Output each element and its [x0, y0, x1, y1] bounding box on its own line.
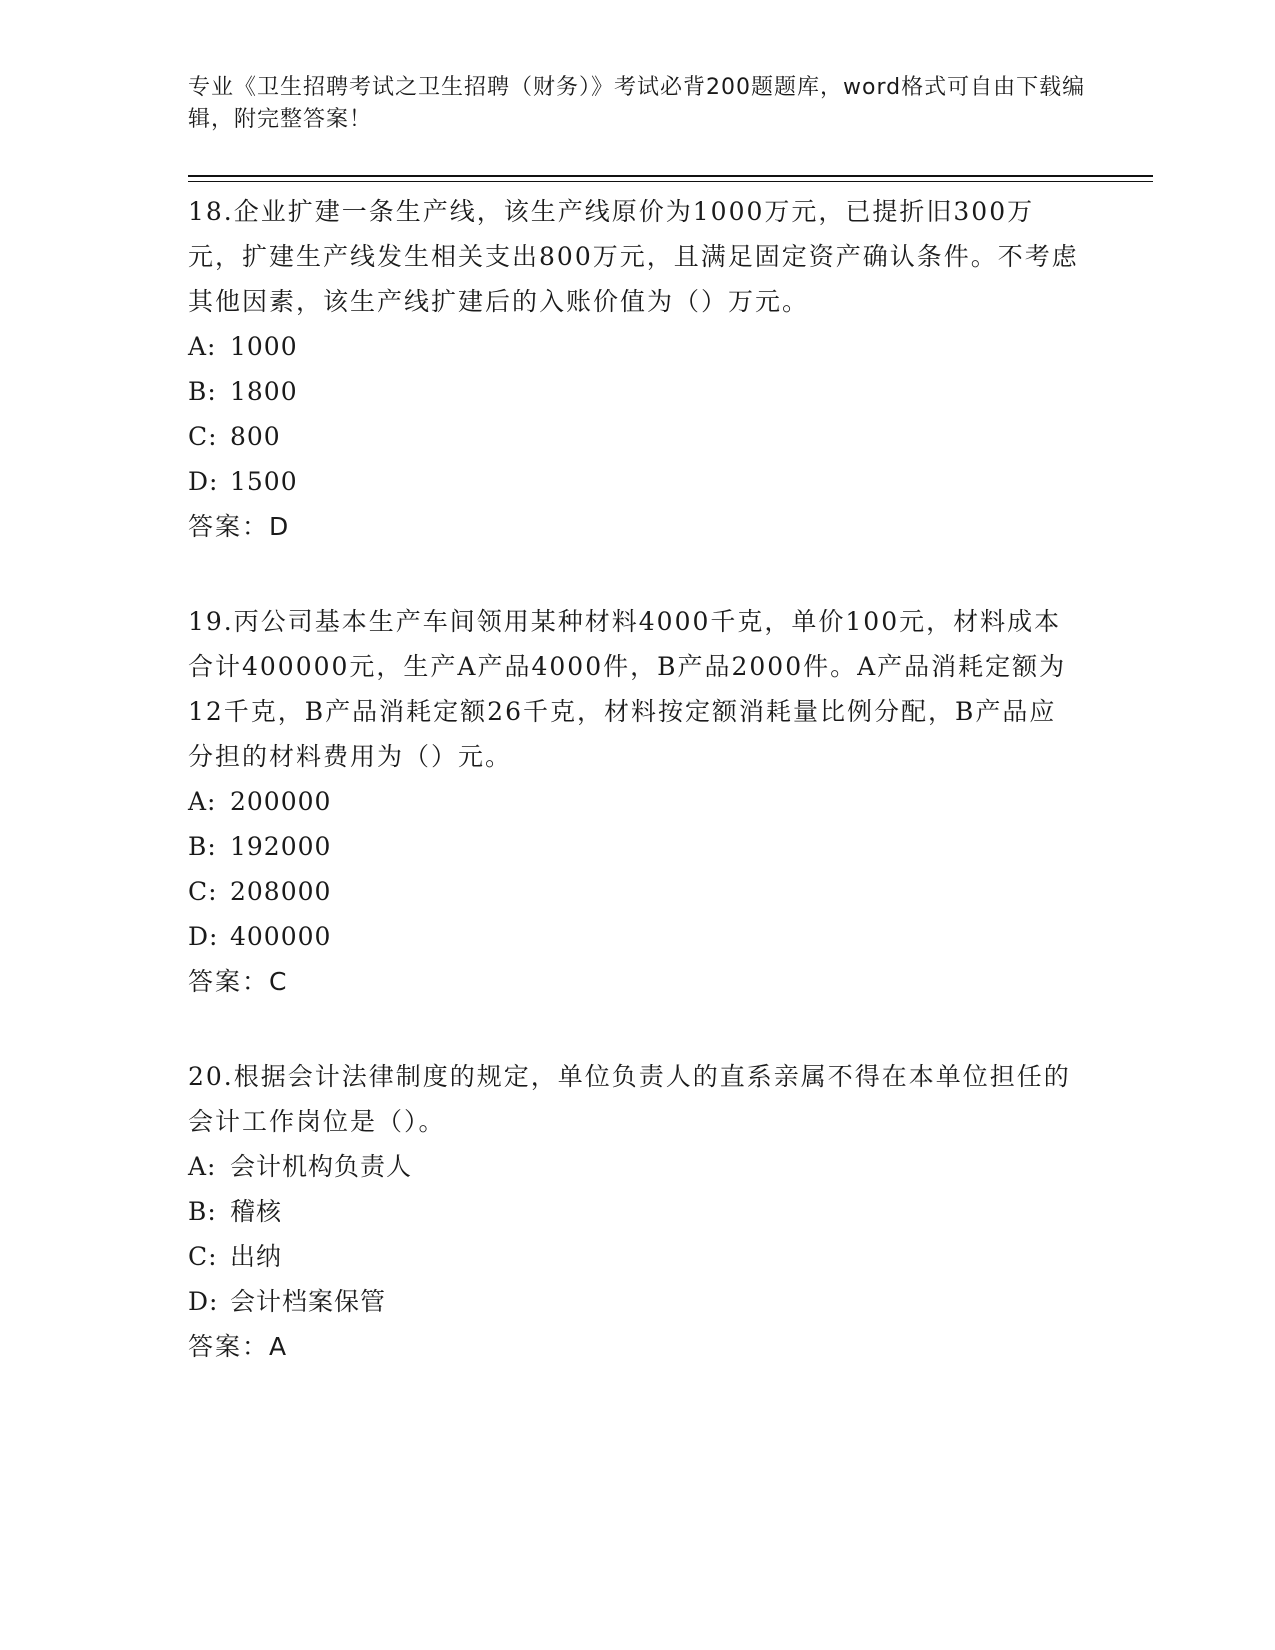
- option-b: [188, 1189, 1088, 1234]
- option-text: 出纳: [230, 1242, 283, 1271]
- option-key: D:: [188, 1287, 219, 1316]
- option-key: A:: [188, 332, 217, 361]
- answer-line: 答案：D: [188, 512, 291, 541]
- option-d: [188, 914, 1088, 959]
- option-a: [188, 324, 1088, 369]
- option-b: [188, 824, 1088, 869]
- header-divider-thick: [188, 175, 1153, 177]
- option-c: [188, 869, 1088, 914]
- option-a: [188, 779, 1088, 824]
- question-18: [188, 189, 1088, 549]
- option-c: [188, 414, 1088, 459]
- option-c: [188, 1234, 1088, 1279]
- option-a: [188, 1144, 1088, 1189]
- question-19: [188, 599, 1088, 1004]
- option-text: 208000: [230, 877, 332, 906]
- question-20: [188, 1054, 1088, 1369]
- option-text: 400000: [230, 922, 332, 951]
- option-text: 会计档案保管: [230, 1287, 387, 1316]
- option-b: [188, 369, 1088, 414]
- option-d: [188, 1279, 1088, 1324]
- option-key: B:: [188, 377, 217, 406]
- option-text: 稽核: [230, 1197, 283, 1226]
- document-header: 专业《卫生招聘考试之卫生招聘（财务）》考试必背200题题库，word格式可自由下载编辑，附完整答案！: [188, 75, 1086, 132]
- option-key: B:: [188, 832, 217, 861]
- question-stem: 19.丙公司基本生产车间领用某种材料4000千克，单价100元，材料成本合计400000元，生产A产品4000件，B产品2000件。A产品消耗定额为12千克，B产品消耗定额26千克，材料按定额消耗量比例分配，B产品应分担的材料费用为（）元。: [188, 607, 1067, 771]
- option-key: C:: [188, 877, 218, 906]
- option-text: 800: [230, 422, 281, 451]
- option-key: D:: [188, 922, 219, 951]
- option-key: A:: [188, 1152, 217, 1181]
- option-key: C:: [188, 422, 218, 451]
- option-text: 1500: [230, 467, 298, 496]
- question-stem: 18.企业扩建一条生产线，该生产线原价为1000万元，已提折旧300万元，扩建生产线发生相关支出800万元，且满足固定资产确认条件。不考虑其他因素，该生产线扩建后的入账价值为（）万元。: [188, 197, 1079, 316]
- answer-line: 答案：A: [188, 1332, 289, 1361]
- option-text: 会计机构负责人: [230, 1152, 413, 1181]
- option-d: [188, 459, 1088, 504]
- option-text: 192000: [230, 832, 332, 861]
- question-stem: 20.根据会计法律制度的规定，单位负责人的直系亲属不得在本单位担任的会计工作岗位是（）。: [188, 1062, 1071, 1136]
- option-key: B:: [188, 1197, 217, 1226]
- header-divider-thin: [188, 181, 1153, 182]
- option-text: 200000: [230, 787, 332, 816]
- option-text: 1800: [230, 377, 298, 406]
- option-text: 1000: [230, 332, 298, 361]
- option-key: D:: [188, 467, 219, 496]
- answer-line: 答案：C: [188, 967, 289, 996]
- option-key: A:: [188, 787, 217, 816]
- option-key: C:: [188, 1242, 218, 1271]
